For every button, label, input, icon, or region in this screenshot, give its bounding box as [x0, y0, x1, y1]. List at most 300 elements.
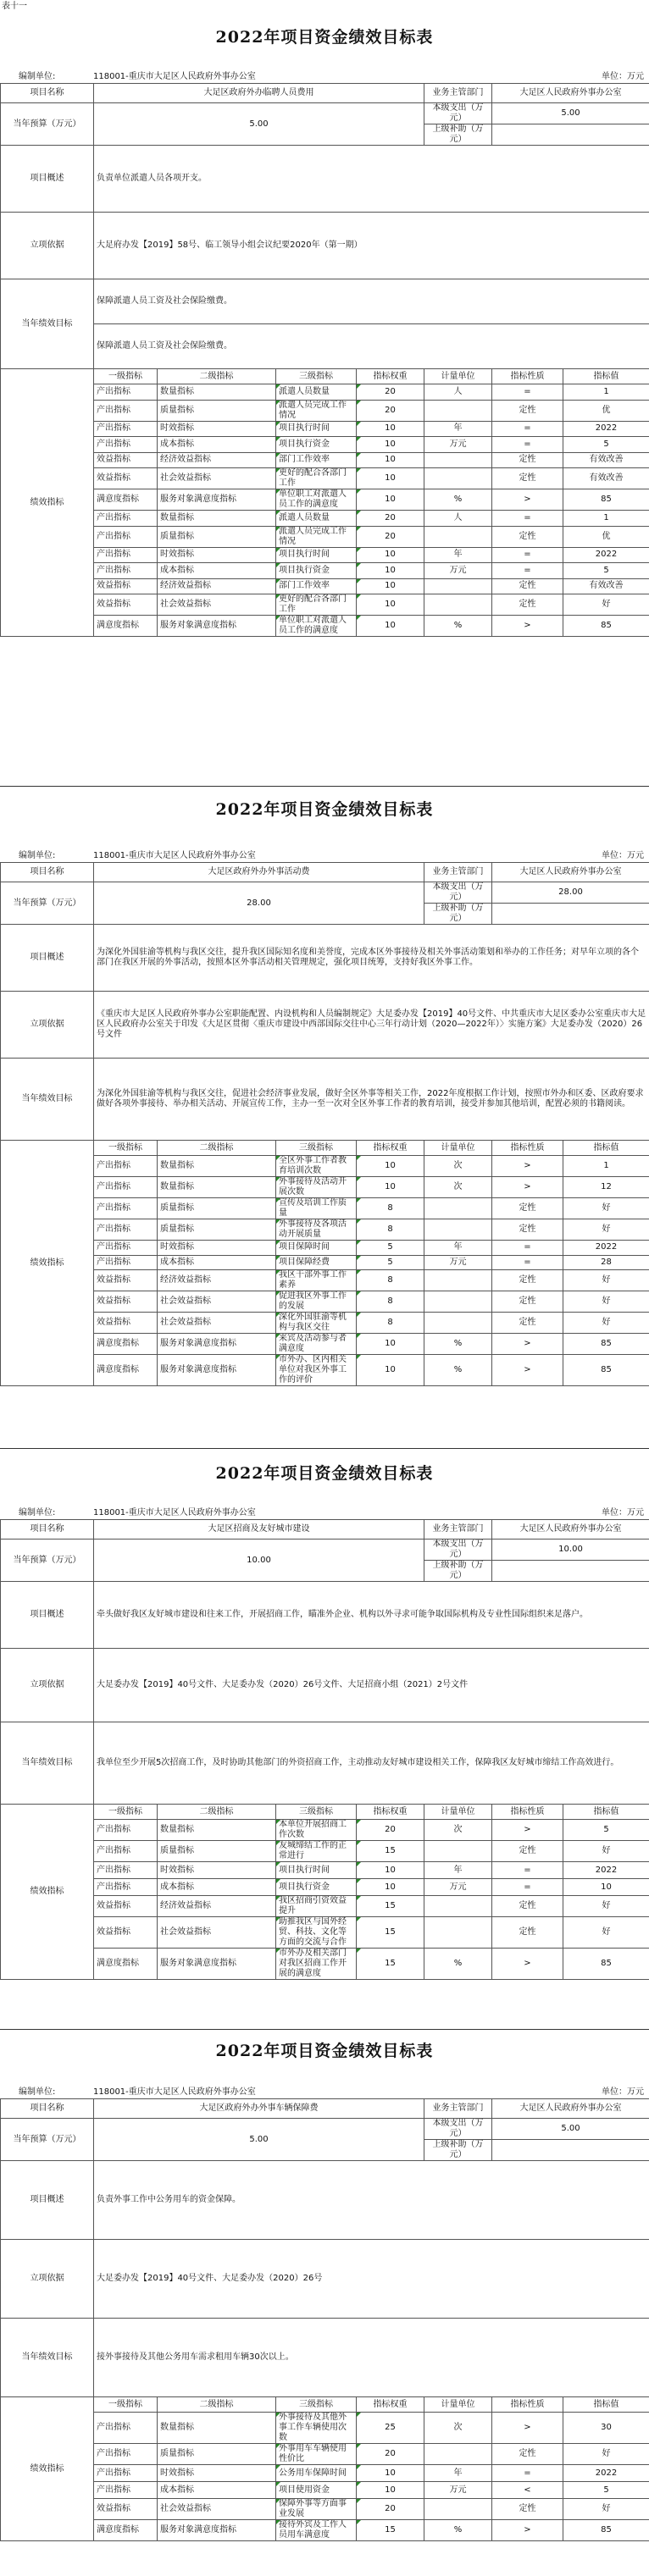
indicator-cell: 深化外国驻渝等机构与我区交往	[276, 1313, 357, 1334]
indicator-cell: 20	[357, 1820, 424, 1841]
indicator-row	[1, 2465, 649, 2482]
dept-label: 业务主管部门	[424, 863, 492, 882]
indicator-row	[1, 511, 649, 527]
budget-label: 当年预算（万元）	[1, 103, 94, 146]
indicator-cell: 10	[357, 563, 424, 579]
indicator-cell: >	[492, 2413, 563, 2444]
indicator-cell: 定性	[492, 2499, 563, 2520]
indicator-cell: 定性	[492, 526, 563, 547]
indicator-row	[1, 616, 649, 637]
indicator-cell: 公务用车保障时间	[276, 2465, 357, 2482]
indicator-cell: 好	[563, 1841, 649, 1862]
org-label: 编制单位:	[19, 1508, 56, 1517]
indicator-cell: 万元	[424, 1879, 492, 1896]
indicator-cell: %	[424, 2520, 492, 2541]
unit-row	[0, 2080, 649, 2098]
indicator-cell: >	[492, 489, 563, 511]
indicator-cell: 15	[357, 2520, 424, 2541]
indicator-cell: 人	[424, 511, 492, 527]
indicator-cell: 保障外事等方面事业发展	[276, 2499, 357, 2520]
budget-row	[1, 2119, 649, 2140]
indicator-row	[1, 1334, 649, 1355]
indicator-header: 指标性质	[492, 2397, 563, 2413]
indicator-row	[1, 1255, 649, 1270]
indicator-cell: =	[492, 1862, 563, 1879]
indicator-header: 指标权重	[357, 2397, 424, 2413]
dept-label: 业务主管部门	[424, 1520, 492, 1540]
indicator-cell: 10	[357, 1177, 424, 1198]
indicator-cell: 来宾及活动参与者满意度	[276, 1334, 357, 1355]
indicator-cell: 单位职工对派遣人员工作的满意度	[276, 616, 357, 637]
goal-row	[1, 1722, 649, 1805]
indicator-cell	[424, 526, 492, 547]
indicator-header: 三级指标	[276, 369, 357, 384]
indicator-cell: 10	[357, 2465, 424, 2482]
indicator-cell: <	[492, 2482, 563, 2499]
indicator-cell: 20	[357, 384, 424, 401]
indicator-cell: =	[492, 1241, 563, 1256]
indicator-cell: 效益指标	[94, 1896, 158, 1917]
indicator-cell: 有效改善	[563, 578, 649, 594]
overview-row	[1, 2161, 649, 2240]
indicator-cell: 10	[357, 2482, 424, 2499]
indicator-cell: 外事用车车辆使用性价比	[276, 2444, 357, 2465]
indicator-header: 指标权重	[357, 1141, 424, 1156]
indicator-cell: 优	[563, 526, 649, 547]
indicator-row	[1, 1820, 649, 1841]
indicator-header: 计量单位	[424, 2397, 492, 2413]
performance-form-table	[0, 83, 649, 637]
indicator-cell: 派遣人员完成工作情况	[276, 400, 357, 421]
indicator-cell: 产出指标	[94, 2413, 158, 2444]
indicator-cell: %	[424, 1334, 492, 1355]
org-name: 118001-重庆市大足区人民政府外事办公室	[93, 1508, 256, 1517]
indicator-row	[1, 2482, 649, 2499]
indicator-cell: 成本指标	[158, 563, 276, 579]
indicator-cell: 定性	[492, 1313, 563, 1334]
this-level-label: 本级支出（万元）	[424, 882, 492, 904]
upper-label: 上级补助（万元）	[424, 1561, 492, 1582]
indicator-cell: 10	[357, 616, 424, 637]
indicator-cell: 有效改善	[563, 468, 649, 489]
indicator-cell	[424, 2444, 492, 2465]
indicator-cell: >	[492, 2520, 563, 2541]
indicator-cell: 20	[357, 2499, 424, 2520]
unit-row	[0, 1501, 649, 1519]
indicator-cell: 数量指标	[158, 2413, 276, 2444]
indicator-cell: 2022	[563, 421, 649, 437]
indicator-cell: 项目保障经费	[276, 1255, 357, 1270]
money-unit: 单位：万元	[602, 1508, 644, 1517]
indicator-cell: 定性	[492, 468, 563, 489]
this-level-label: 本级支出（万元）	[424, 103, 492, 124]
indicator-row	[1, 2520, 649, 2541]
indicator-cell: 产出指标	[94, 547, 158, 563]
indicator-cell: 项目执行时间	[276, 421, 357, 437]
indicator-row	[1, 1949, 649, 1980]
indicator-cell: 定性	[492, 578, 563, 594]
indicator-cell: 经济效益指标	[158, 1896, 276, 1917]
indicator-cell: 产出指标	[94, 1156, 158, 1177]
indicator-cell: 单位职工对派遣人员工作的满意度	[276, 489, 357, 511]
indicator-cell: 好	[563, 1291, 649, 1313]
page-separator	[0, 1448, 649, 1449]
project-name-row	[1, 84, 649, 103]
goal-label: 当年绩效目标	[1, 279, 94, 369]
indicator-cell: 我区招商引资效益提升	[276, 1896, 357, 1917]
indicator-cell: >	[492, 1355, 563, 1386]
indicator-cell: 社会效益指标	[158, 2499, 276, 2520]
indicator-row	[1, 452, 649, 468]
indicator-cell: >	[492, 1156, 563, 1177]
indicator-header: 计量单位	[424, 369, 492, 384]
indicator-cell	[424, 2499, 492, 2520]
indicator-header: 指标权重	[357, 1805, 424, 1820]
basis-row	[1, 213, 649, 279]
indicator-cell: 产出指标	[94, 1879, 158, 1896]
indicator-cell: 10	[357, 594, 424, 616]
indicator-cell: 更好的配合各部门工作	[276, 594, 357, 616]
indicator-cell: 85	[563, 489, 649, 511]
indicator-cell: 次	[424, 1177, 492, 1198]
indicator-row	[1, 2499, 649, 2520]
indicator-cell: 85	[563, 1949, 649, 1980]
indicator-cell: 年	[424, 2465, 492, 2482]
indicator-cell: 部门工作效率	[276, 578, 357, 594]
indicator-cell: 服务对象满意度指标	[158, 1334, 276, 1355]
indicator-cell: 质量指标	[158, 526, 276, 547]
indicator-cell: 成本指标	[158, 1879, 276, 1896]
indicator-cell: 宣传及培训工作质量	[276, 1198, 357, 1219]
indicator-cell: 时效指标	[158, 1862, 276, 1879]
budget-value: 5.00	[94, 103, 424, 146]
indicator-cell: 成本指标	[158, 2482, 276, 2499]
indicator-cell: 经济效益指标	[158, 1270, 276, 1291]
indicator-cell	[424, 1896, 492, 1917]
budget-label: 当年预算（万元）	[1, 2119, 94, 2161]
indicator-cell: 85	[563, 1355, 649, 1386]
indicator-cell: 效益指标	[94, 2499, 158, 2520]
indicator-cell: 产出指标	[94, 1219, 158, 1241]
indicator-cell: 10	[357, 1879, 424, 1896]
indicator-cell: 服务对象满意度指标	[158, 1355, 276, 1386]
this-level-value: 10.00	[492, 1540, 649, 1561]
indicator-cell: 派遣人员数量	[276, 384, 357, 401]
indicator-cell: =	[492, 1255, 563, 1270]
money-unit: 单位：万元	[602, 851, 644, 860]
project-name-label: 项目名称	[1, 84, 94, 103]
indicator-cell: 效益指标	[94, 578, 158, 594]
project-name-row	[1, 2099, 649, 2119]
indicator-cell: 优	[563, 400, 649, 421]
indicator-cell: 满意度指标	[94, 616, 158, 637]
overview-row	[1, 146, 649, 213]
indicator-cell: 派遣人员完成工作情况	[276, 526, 357, 547]
indicator-header-row	[1, 1141, 649, 1156]
budget-label: 当年预算（万元）	[1, 1540, 94, 1582]
indicator-cell: =	[492, 421, 563, 437]
indicator-cell: 15	[357, 1949, 424, 1980]
indicator-cell: >	[492, 1177, 563, 1198]
indicator-cell: 质量指标	[158, 1841, 276, 1862]
indicator-header-row	[1, 2397, 649, 2413]
indicator-row	[1, 1862, 649, 1879]
budget-row	[1, 1540, 649, 1561]
indicator-cell: 服务对象满意度指标	[158, 2520, 276, 2541]
indicator-cell: 定性	[492, 594, 563, 616]
basis-row	[1, 992, 649, 1059]
goal-text: 接外事接待及其他公务用车需求租用车辆30次以上。	[94, 2319, 649, 2397]
indicator-header: 一级指标	[94, 1141, 158, 1156]
indicator-cell: 产出指标	[94, 1862, 158, 1879]
indicator-cell: 好	[563, 1313, 649, 1334]
budget-value: 5.00	[94, 2119, 424, 2161]
indicator-cell: 1	[563, 511, 649, 527]
project-name-label: 项目名称	[1, 863, 94, 882]
indicator-header: 指标性质	[492, 369, 563, 384]
indicator-cell: 人	[424, 384, 492, 401]
indicator-cell: 社会效益指标	[158, 1291, 276, 1313]
goal-label: 当年绩效目标	[1, 2319, 94, 2397]
indicator-header: 三级指标	[276, 1141, 357, 1156]
indicator-cell: 8	[357, 1198, 424, 1219]
indicator-row	[1, 437, 649, 453]
indicator-cell: 产出指标	[94, 1241, 158, 1256]
goal-row	[1, 1059, 649, 1141]
page-label: 表十一	[2, 2, 27, 11]
indicator-cell: =	[492, 1879, 563, 1896]
basis-label: 立项依据	[1, 2240, 94, 2319]
indicator-row	[1, 1241, 649, 1256]
form-title: 2022年项目资金绩效目标表	[215, 28, 434, 47]
budget-label: 当年预算（万元）	[1, 882, 94, 925]
basis-row	[1, 1649, 649, 1722]
indicator-cell: 5	[357, 1255, 424, 1270]
indicator-header: 二级指标	[158, 1805, 276, 1820]
indicator-cell: %	[424, 616, 492, 637]
indicator-cell: 有效改善	[563, 452, 649, 468]
indicator-cell: 本单位开展招商工作次数	[276, 1820, 357, 1841]
indicator-row	[1, 1219, 649, 1241]
project-name-value: 大足区政府外办临聘人员费用	[94, 84, 424, 103]
upper-value	[492, 1561, 649, 1582]
indicator-row	[1, 1177, 649, 1198]
indicator-cell: 社会效益指标	[158, 1917, 276, 1949]
indicator-row	[1, 468, 649, 489]
indicator-cell: 5	[563, 1820, 649, 1841]
form-title: 2022年项目资金绩效目标表	[215, 1464, 434, 1483]
indicator-cell: 质量指标	[158, 2444, 276, 2465]
indicator-header: 计量单位	[424, 1141, 492, 1156]
indicator-cell: %	[424, 1355, 492, 1386]
indicator-cell: 满意度指标	[94, 1334, 158, 1355]
org-name: 118001-重庆市大足区人民政府外事办公室	[93, 2087, 256, 2097]
performance-form-table	[0, 862, 649, 1386]
indicator-cell: 万元	[424, 437, 492, 453]
indicators-label: 绩效指标	[1, 1141, 94, 1386]
indicator-cell: 接待外宾及工作人员用车满意度	[276, 2520, 357, 2541]
indicator-cell: 服务对象满意度指标	[158, 616, 276, 637]
basis-text: 《重庆市大足区人民政府外事办公室职能配置、内设机构和人员编制规定》大足委办发【2019】40号文件、中共重庆市大足区委办公室重庆市大足区人民政府办公室关于印发《大足区贯彻〈重庆市建设中西部国际交往中心三年行动计划（2020—2022年）〉实施方案》大足委办发（2020）26号文件	[94, 992, 649, 1059]
indicator-header: 指标值	[563, 2397, 649, 2413]
indicator-cell: 时效指标	[158, 1241, 276, 1256]
indicator-header-row	[1, 1805, 649, 1820]
indicator-header: 二级指标	[158, 2397, 276, 2413]
indicator-cell: 项目使用资金	[276, 2482, 357, 2499]
indicator-cell: 经济效益指标	[158, 578, 276, 594]
indicator-cell: 质量指标	[158, 1198, 276, 1219]
indicator-row	[1, 578, 649, 594]
org-name: 118001-重庆市大足区人民政府外事办公室	[93, 72, 256, 81]
indicator-row	[1, 1355, 649, 1386]
indicator-header: 一级指标	[94, 369, 158, 384]
indicator-row	[1, 400, 649, 421]
indicator-cell: >	[492, 1334, 563, 1355]
indicator-cell: 外事接待及各项活动开展质量	[276, 1219, 357, 1241]
goal-text: 我单位至少开展5次招商工作，及时协助其他部门的外资招商工作，主动推动友好城市建设相关工作，保障我区友好城市缔结工作高效进行。	[94, 1722, 649, 1805]
indicator-cell: 我区干部外事工作素养	[276, 1270, 357, 1291]
indicator-cell: 产出指标	[94, 1841, 158, 1862]
indicator-row	[1, 1313, 649, 1334]
project-name-row	[1, 863, 649, 882]
indicator-cell: 10	[357, 489, 424, 511]
indicator-cell: 10	[357, 1156, 424, 1177]
indicator-cell: =	[492, 384, 563, 401]
overview-text: 为深化外国驻渝等机构与我区交往，提升我区国际知名度和美誉度，完成本区外事接待及相关外事活动策划和举办的工作任务；对早年立项的各个部门在我区开展的外事活动，按照本区外事活动相关管理规定，强化项目统筹，支持好我区外事工作。	[94, 925, 649, 992]
indicator-cell: 促进我区外事工作的发展	[276, 1291, 357, 1313]
indicator-cell: 时效指标	[158, 421, 276, 437]
org-label: 编制单位:	[19, 2087, 56, 2097]
indicator-cell: 项目保障时间	[276, 1241, 357, 1256]
performance-form-table	[0, 2098, 649, 2541]
indicator-cell	[424, 1219, 492, 1241]
this-level-label: 本级支出（万元）	[424, 1540, 492, 1561]
indicator-cell: 2022	[563, 1241, 649, 1256]
indicator-cell: =	[492, 547, 563, 563]
indicator-cell: >	[492, 1820, 563, 1841]
indicator-cell: 产出指标	[94, 1177, 158, 1198]
indicator-cell: 助推我区与国外经贸、科技、文化等方面的交流与合作	[276, 1917, 357, 1949]
indicator-cell: 2022	[563, 1862, 649, 1879]
indicator-cell: 定性	[492, 1219, 563, 1241]
indicator-cell: 项目执行资金	[276, 563, 357, 579]
this-level-value: 28.00	[492, 882, 649, 904]
indicator-cell: 数量指标	[158, 1820, 276, 1841]
indicator-row	[1, 1917, 649, 1949]
indicator-cell: 效益指标	[94, 1917, 158, 1949]
indicator-cell: 万元	[424, 2482, 492, 2499]
dept-name: 大足区人民政府外事办公室	[492, 84, 649, 103]
indicator-cell: 外事接待及其他外事工作车辆使用次数	[276, 2413, 357, 2444]
indicator-cell: 好	[563, 1896, 649, 1917]
overview-text: 牵头做好我区友好城市建设和往来工作，开展招商工作，瞄准外企业、机构以外寻求可能争取国际机构及专业性国际组织来足落户。	[94, 1582, 649, 1649]
indicator-cell: 5	[563, 2482, 649, 2499]
indicator-cell: 10	[357, 437, 424, 453]
goal-text: 保障派遣人员工资及社会保险缴费。	[94, 324, 649, 369]
org-label: 编制单位:	[19, 72, 56, 81]
indicator-row	[1, 1879, 649, 1896]
overview-text: 负责单位派遣人员各项开支。	[94, 146, 649, 213]
indicator-cell	[424, 594, 492, 616]
indicator-cell: 12	[563, 1177, 649, 1198]
indicator-cell: 15	[357, 1917, 424, 1949]
indicators-label: 绩效指标	[1, 369, 94, 637]
basis-text: 大足委办发【2019】40号文件、大足委办发（2020）26号	[94, 2240, 649, 2319]
indicator-cell: 质量指标	[158, 1219, 276, 1241]
indicator-cell: 20	[357, 400, 424, 421]
indicator-header: 指标值	[563, 369, 649, 384]
indicator-cell: 产出指标	[94, 1198, 158, 1219]
indicator-cell: 市外办、区内相关单位对我区外事工作的评价	[276, 1355, 357, 1386]
project-name-label: 项目名称	[1, 1520, 94, 1540]
goal-text: 保障派遣人员工资及社会保险缴费。	[94, 279, 649, 324]
indicator-cell: 成本指标	[158, 1255, 276, 1270]
indicator-cell: 产出指标	[94, 2482, 158, 2499]
money-unit: 单位：万元	[602, 72, 644, 81]
indicator-cell	[424, 400, 492, 421]
indicator-header: 三级指标	[276, 2397, 357, 2413]
indicator-cell: 年	[424, 1862, 492, 1879]
org-name: 118001-重庆市大足区人民政府外事办公室	[93, 851, 256, 860]
indicator-cell: =	[492, 563, 563, 579]
indicator-header: 指标性质	[492, 1141, 563, 1156]
indicator-header: 二级指标	[158, 1141, 276, 1156]
indicator-cell: %	[424, 489, 492, 511]
indicator-row	[1, 2444, 649, 2465]
indicator-cell: 2022	[563, 547, 649, 563]
indicator-row	[1, 2413, 649, 2444]
indicator-cell: =	[492, 2465, 563, 2482]
indicator-cell: 好	[563, 1917, 649, 1949]
indicator-cell: 成本指标	[158, 437, 276, 453]
indicator-cell: 友城缔结工作的正常进行	[276, 1841, 357, 1862]
indicator-cell: 定性	[492, 1270, 563, 1291]
indicator-cell: 产出指标	[94, 1820, 158, 1841]
indicator-cell: 8	[357, 1219, 424, 1241]
indicator-cell: 定性	[492, 400, 563, 421]
upper-value	[492, 2140, 649, 2161]
dept-name: 大足区人民政府外事办公室	[492, 1520, 649, 1540]
indicator-header: 计量单位	[424, 1805, 492, 1820]
dept-name: 大足区人民政府外事办公室	[492, 863, 649, 882]
overview-text: 负责外事工作中公务用车的资金保障。	[94, 2161, 649, 2240]
indicator-cell: 8	[357, 1313, 424, 1334]
indicator-cell: 10	[357, 421, 424, 437]
basis-text: 大足府办发【2019】58号、临工领导小组会议纪要2020年（第一期）	[94, 213, 649, 279]
project-name-row	[1, 1520, 649, 1540]
overview-label: 项目概述	[1, 2161, 94, 2240]
indicator-cell: 85	[563, 1334, 649, 1355]
indicator-cell: >	[492, 1949, 563, 1980]
budget-row	[1, 882, 649, 904]
indicator-cell: 20	[357, 511, 424, 527]
indicator-row	[1, 563, 649, 579]
dept-label: 业务主管部门	[424, 2099, 492, 2119]
indicator-cell: 数量指标	[158, 511, 276, 527]
indicator-cell: 10	[357, 452, 424, 468]
indicator-cell: 1	[563, 384, 649, 401]
indicator-cell: 产出指标	[94, 421, 158, 437]
indicator-cell: 次	[424, 1156, 492, 1177]
indicator-cell: 产出指标	[94, 437, 158, 453]
indicator-cell: 产出指标	[94, 2444, 158, 2465]
indicator-row	[1, 594, 649, 616]
indicator-cell: 项目执行时间	[276, 547, 357, 563]
indicator-cell: 85	[563, 616, 649, 637]
indicator-cell: 8	[357, 1270, 424, 1291]
indicator-cell: 产出指标	[94, 526, 158, 547]
upper-label: 上级补助（万元）	[424, 904, 492, 925]
